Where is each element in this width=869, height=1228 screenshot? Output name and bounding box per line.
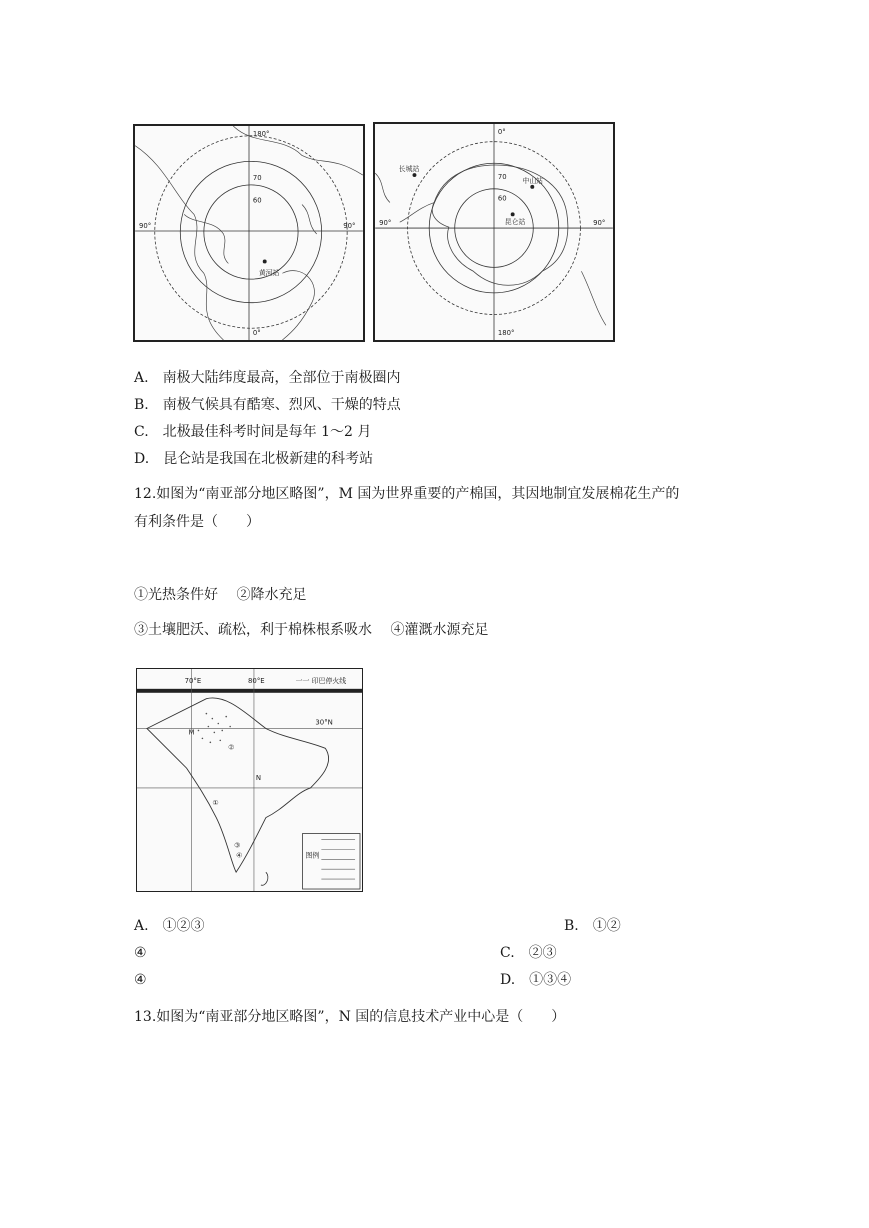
q12-option-c-cont: ④ xyxy=(134,972,147,988)
south-asia-coord-70e: 70°E xyxy=(184,676,202,685)
south-asia-legend-title: 图例 xyxy=(305,851,320,860)
south-asia-label-4: ④ xyxy=(236,851,243,860)
q12-conditions-line1: ①光热条件好 ②降水充足 xyxy=(134,587,307,603)
q12-conditions-line2: ③土壤肥沃、疏松，利于棉株根系吸水 ④灌溉水源充足 xyxy=(134,622,489,638)
south-asia-coord-30n: 30°N xyxy=(315,718,333,727)
antarctic-station-kunlun: 昆仑站 xyxy=(504,218,526,227)
south-asia-map xyxy=(136,668,363,892)
q12-stem-line1: 12.如图为“南亚部分地区略图”，M 国为世界重要的产棉国，其因地制宜发展棉花生产的 xyxy=(134,486,680,502)
south-asia-label-1: ① xyxy=(212,798,219,807)
arctic-label-left: 90° xyxy=(139,222,152,231)
q12-option-a: A. ①②③ xyxy=(134,918,205,934)
antarctic-label-right: 90° xyxy=(593,219,606,228)
antarctic-station-changcheng: 长城站 xyxy=(398,165,420,174)
q13-stem: 13.如图为“南亚部分地区略图”，N 国的信息技术产业中心是（ ） xyxy=(134,1009,566,1025)
south-asia-label-2: ② xyxy=(228,743,235,752)
south-asia-label-m: M xyxy=(188,728,195,737)
arctic-label-right: 90° xyxy=(343,222,356,231)
antarctic-label-60: 60 xyxy=(497,194,507,203)
antarctic-station-zhongshan: 中山站 xyxy=(522,176,544,185)
q12-stem-line2: 有利条件是（ ） xyxy=(134,514,260,530)
arctic-label-top: 180° xyxy=(252,129,270,138)
antarctic-label-70: 70 xyxy=(497,172,507,181)
south-asia-map-figure xyxy=(137,669,362,891)
antarctic-label-left: 90° xyxy=(379,219,392,228)
antarctic-map xyxy=(373,122,615,342)
arctic-label-60: 60 xyxy=(252,196,262,205)
q11-option-b: B. 南极气候具有酷寒、烈风、干燥的特点 xyxy=(134,397,401,413)
south-asia-ceasefire-line: 一一 印巴停火线 xyxy=(295,676,347,685)
arctic-label-bottom: 0° xyxy=(252,329,261,338)
q11-option-c: C. 北极最佳科考时间是每年 1～2 月 xyxy=(134,424,372,440)
arctic-station: 黄河站 xyxy=(258,269,280,278)
q11-option-a: A. 南极大陆纬度最高，全部位于南极圈内 xyxy=(134,370,401,386)
south-asia-label-n: N xyxy=(255,774,262,782)
antarctic-map-figure xyxy=(375,124,613,340)
arctic-map xyxy=(133,124,365,342)
antarctic-label-bottom: 180° xyxy=(497,329,515,338)
q12-option-d: D. ①③④ xyxy=(500,972,572,988)
arctic-map-figure xyxy=(135,126,363,340)
q12-option-c: C. ②③ xyxy=(500,945,557,961)
q12-option-b-cont: ④ xyxy=(134,945,147,961)
antarctic-label-top: 0° xyxy=(497,127,506,136)
arctic-label-70: 70 xyxy=(252,173,262,182)
q11-option-d: D. 昆仑站是我国在北极新建的科考站 xyxy=(134,451,374,467)
south-asia-coord-80e: 80°E xyxy=(248,676,265,685)
south-asia-label-3: ③ xyxy=(234,841,241,850)
q12-option-b: B. ①② xyxy=(564,918,621,934)
